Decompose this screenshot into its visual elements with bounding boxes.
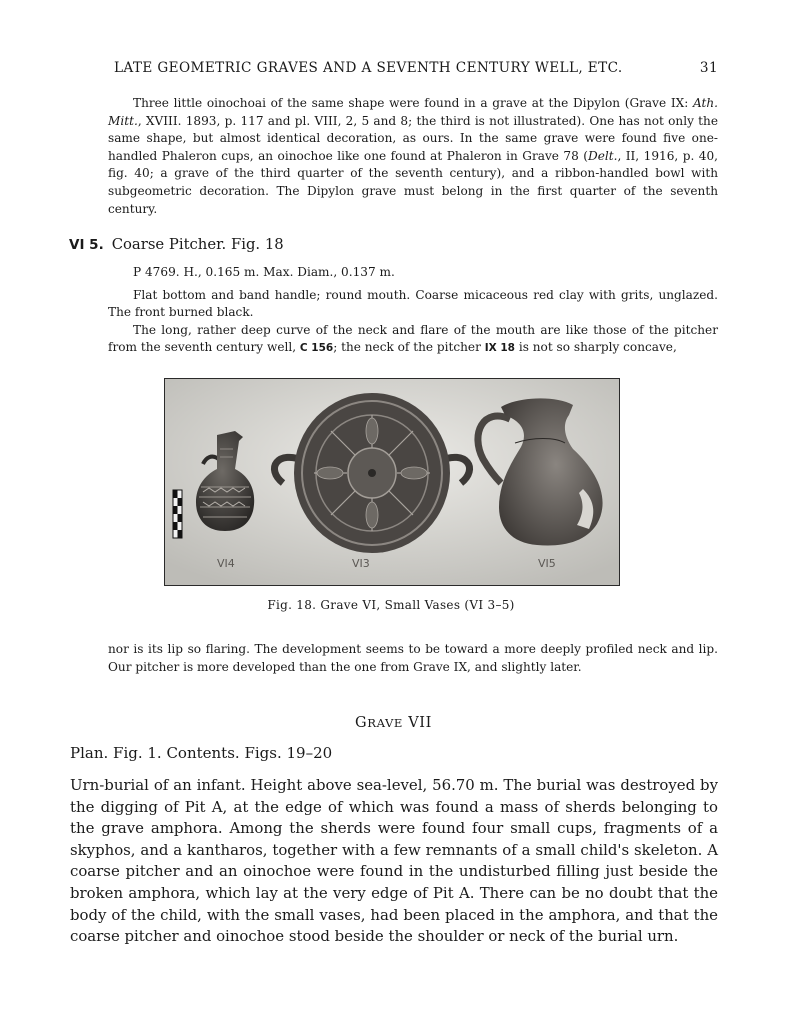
plan-contents-line: Plan. Fig. 1. Contents. Figs. 19–20	[70, 744, 333, 762]
continuation-paragraph: nor is its lip so flaring. The development seems to be toward a more deeply profiled neck and lip. Our pitcher is more developed than the one from Grave IX, and slightly later.	[108, 642, 718, 674]
catalogue-entry-heading	[69, 236, 284, 253]
entry-comparison: The long, rather deep curve of the neck and flare of the mouth are like those of the pitcher from the seventh century well, C 156; the neck of the pitcher IX 18 is not so sharply concave,	[108, 322, 718, 355]
reference-ix18: IX 18	[484, 342, 515, 355]
figure-label-vi3: VI3	[352, 557, 370, 570]
section-heading-grave-vii: GRAVE VII	[355, 715, 432, 731]
intro-text-2: , XVIII. 1893, p. 117 and pl. VIII, 2, 5 and 8; the third is not illustrated). One has not only the same shape, but almost identical decoration, as ours. In the same grave were found five one-handled Phaleron cups, an oinochoe like one found at Phaleron in Grave 78 (	[108, 113, 718, 163]
intro-text-3: , II, 1916, p. 40, fig. 40; a grave of the third quarter of the seventh century), and a ribbon-handled bowl with subgeometric decoration. The Dipylon grave must belong in the first quarter of the seventh century.	[108, 148, 718, 216]
intro-citation-delt: Delt.	[588, 148, 618, 163]
main-paragraph: Urn-burial of an infant. Height above sea-level, 56.70 m. The burial was destroyed by the digging of Pit A, at the edge of which was found a mass of sherds belonging to the grave amphora. Among the sherds were found four small cups, fragments of a skyphos, and a kantharos, together with a few remnants of a small child's skeleton. A coarse pitcher and an oinochoe were found in the undisturbed filling just beside the broken amphora, which lay at the very edge of Pit A. There can be no doubt that the body of the child, with the small vases, had been placed in the amphora, and that the coarse pitcher and oinochoe stood beside the shoulder or neck of the burial urn.	[70, 776, 718, 946]
figure-caption: Fig. 18. Grave VI, Small Vases (VI 3–5)	[267, 598, 515, 612]
page-number: 31	[699, 60, 718, 76]
figure-label-vi4: VI4	[217, 557, 235, 570]
entry-description: Flat bottom and band handle; round mouth. Coarse micaceous red clay with grits, unglazed. The front burned black.	[108, 287, 718, 320]
figure-18-photo	[164, 378, 620, 586]
figure-label-vi5: VI5	[538, 557, 556, 570]
vases-photograph	[165, 379, 619, 585]
catalogue-entry-body	[108, 264, 718, 358]
reference-c156: C 156	[299, 342, 334, 355]
entry-title: Coarse Pitcher. Fig. 18	[111, 236, 284, 253]
scale-bar	[173, 490, 182, 538]
entry-measurements: P 4769. H., 0.165 m. Max. Diam., 0.137 m.	[133, 265, 395, 279]
entry-number: VI 5.	[69, 237, 104, 253]
intro-text-1: Three little oinochoai of the same shape were found in a grave at the Dipylon (Grave IX:	[133, 96, 693, 110]
intro-paragraph	[108, 95, 718, 218]
running-title: LATE GEOMETRIC GRAVES AND A SEVENTH CENTURY WELL, ETC.	[114, 60, 623, 76]
intro-citation-athmitt: Ath. Mitt.	[108, 96, 718, 128]
